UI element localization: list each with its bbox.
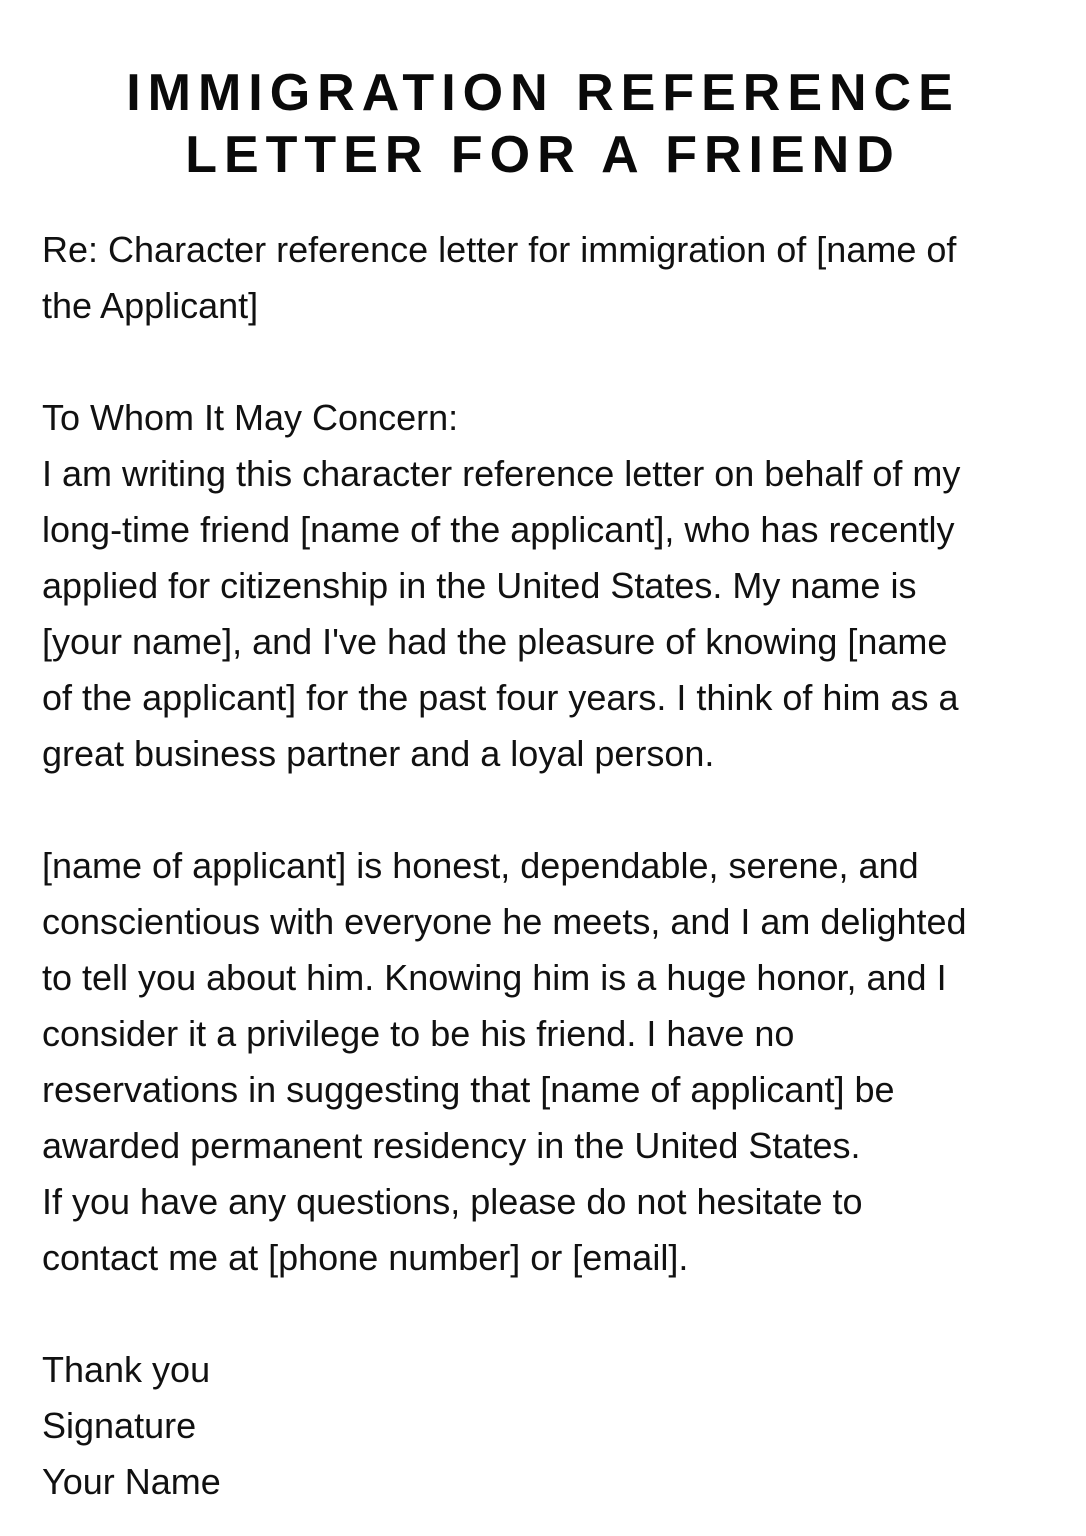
spacer bbox=[42, 782, 967, 838]
paragraph-line: awarded permanent residency in the United States. bbox=[42, 1125, 861, 1166]
paragraph-line: to tell you about him. Knowing him is a huge honor, and I bbox=[42, 957, 947, 998]
paragraph-line: long-time friend [name of the applicant], who has recently bbox=[42, 509, 955, 550]
paragraph-line: great business partner and a loyal person. bbox=[42, 733, 715, 774]
paragraph-line: contact me at [phone number] or [email]. bbox=[42, 1237, 689, 1278]
closing-thanks: Thank you bbox=[42, 1349, 211, 1390]
closing-name: Your Name bbox=[42, 1461, 221, 1502]
document-title bbox=[0, 62, 1086, 186]
paragraph-2 bbox=[42, 838, 967, 1286]
subject bbox=[42, 222, 967, 334]
letter-body bbox=[42, 222, 967, 1510]
paragraph-line: [your name], and I've had the pleasure of knowing [name bbox=[42, 621, 948, 662]
spacer bbox=[42, 334, 967, 390]
paragraph-line: consider it a privilege to be his friend. I have no bbox=[42, 1013, 795, 1054]
title-line: LETTER FOR A FRIEND bbox=[185, 126, 901, 184]
paragraph-line: I am writing this character reference letter on behalf of my bbox=[42, 453, 961, 494]
subject-line: the Applicant] bbox=[42, 285, 259, 326]
closing bbox=[42, 1342, 967, 1510]
spacer bbox=[42, 1286, 967, 1342]
paragraph-line: [name of applicant] is honest, dependable, serene, and bbox=[42, 845, 919, 886]
paragraph-line: applied for citizenship in the United States. My name is bbox=[42, 565, 917, 606]
paragraph-line: of the applicant] for the past four years. I think of him as a bbox=[42, 677, 959, 718]
title-line: IMMIGRATION REFERENCE bbox=[126, 64, 960, 122]
paragraph-line: conscientious with everyone he meets, and I am delighted bbox=[42, 901, 967, 942]
paragraph-line: If you have any questions, please do not hesitate to bbox=[42, 1181, 863, 1222]
paragraph-line: reservations in suggesting that [name of applicant] be bbox=[42, 1069, 895, 1110]
closing-signature: Signature bbox=[42, 1405, 197, 1446]
subject-line: Re: Character reference letter for immigration of [name of bbox=[42, 229, 957, 270]
salutation: To Whom It May Concern: bbox=[42, 397, 459, 438]
paragraph-1 bbox=[42, 446, 967, 782]
